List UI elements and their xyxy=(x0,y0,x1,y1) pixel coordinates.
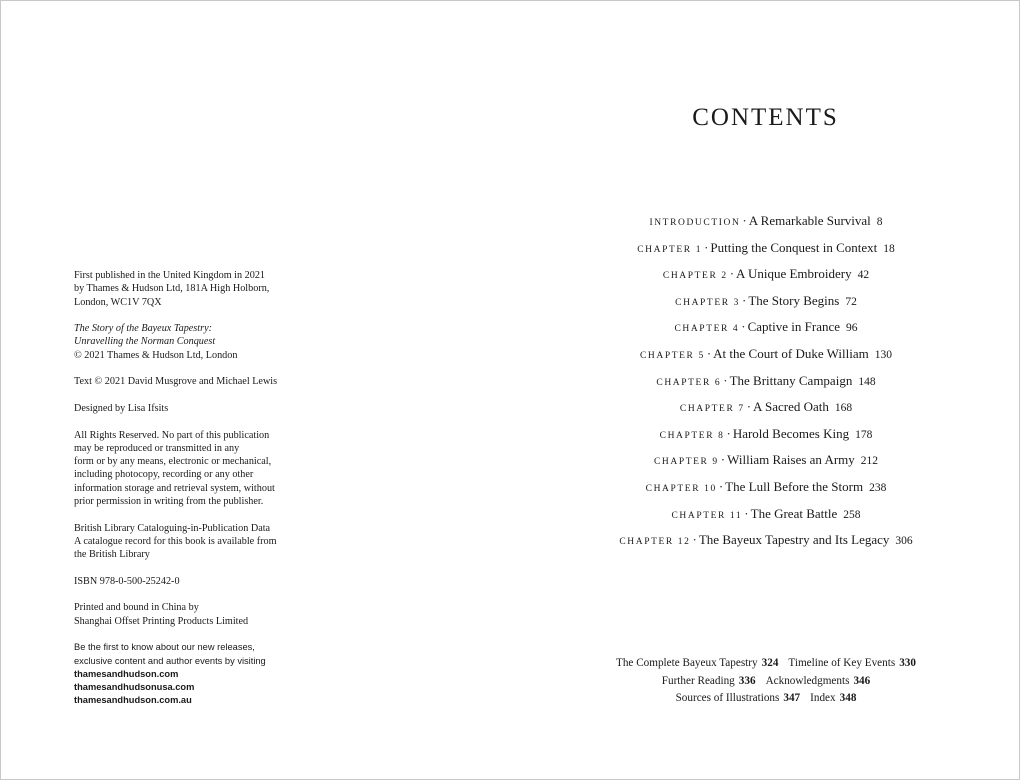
page-number: 8 xyxy=(876,216,883,228)
newsletter-promo: Be the first to know about our new releases, exclusive content and author events by visiting thamesandhudson.com thamesandhudsonusa.com thamesandhudson.com.au xyxy=(74,641,304,707)
printer-info: Printed and bound in China by Shanghai Offset Printing Products Limited xyxy=(74,602,249,627)
page-number: 130 xyxy=(874,348,892,361)
separator-dot: · xyxy=(741,292,747,308)
back-matter-row xyxy=(581,673,951,691)
page-number: 324 xyxy=(761,657,779,669)
separator-dot: · xyxy=(744,505,749,521)
separator-dot: · xyxy=(726,425,731,441)
chapter-title: The Story Begins xyxy=(748,292,840,308)
chapter-title: A Sacred Oath xyxy=(753,399,829,415)
toc-entry[interactable] xyxy=(561,344,971,371)
page-number: 42 xyxy=(857,269,870,282)
page-number: 212 xyxy=(860,455,879,468)
toc-entry[interactable] xyxy=(561,397,971,424)
chapter-title: William Raises an Army xyxy=(727,452,855,468)
back-matter-row xyxy=(581,655,951,673)
title-copyright: The Story of the Bayeux Tapestry: Unravelling the Norman Conquest © 2021 Thames & Hudson Ltd, London xyxy=(74,323,238,361)
toc-entry[interactable] xyxy=(561,317,971,344)
chapter-title: Captive in France xyxy=(747,319,841,335)
back-matter-title: Sources of Illustrations xyxy=(675,692,780,704)
chapter-label: CHAPTER 12 xyxy=(619,537,691,548)
chapter-label: CHAPTER 5 xyxy=(640,350,705,361)
chapter-title: A Unique Embroidery xyxy=(736,266,852,282)
toc-entry[interactable] xyxy=(561,450,971,477)
separator-dot: · xyxy=(720,452,726,468)
page-number: 18 xyxy=(883,242,895,255)
separator-dot: · xyxy=(741,319,746,335)
toc-entry[interactable] xyxy=(561,238,971,265)
page-number: 238 xyxy=(869,481,887,494)
chapter-label: CHAPTER 6 xyxy=(656,377,722,388)
toc-entry[interactable] xyxy=(561,477,971,504)
chapter-title: Harold Becomes King xyxy=(732,425,850,441)
back-matter-list xyxy=(581,655,951,708)
imprint-block xyxy=(74,269,304,707)
page-number: 336 xyxy=(738,674,756,687)
chapter-label: CHAPTER 11 xyxy=(671,510,743,521)
separator-dot: · xyxy=(723,372,728,388)
separator-dot: · xyxy=(692,532,697,548)
back-matter-item[interactable] xyxy=(766,675,871,687)
chapter-label: CHAPTER 8 xyxy=(659,430,725,441)
page-number: 348 xyxy=(839,692,857,704)
back-matter-item[interactable] xyxy=(616,657,778,669)
chapter-label: INTRODUCTION xyxy=(649,218,741,228)
table-of-contents xyxy=(561,211,971,557)
back-matter-title: Acknowledgments xyxy=(765,674,850,687)
toc-entry[interactable] xyxy=(561,504,971,531)
page-number: 72 xyxy=(845,295,857,308)
back-matter-title: Index xyxy=(810,692,836,704)
page-number: 347 xyxy=(783,692,801,704)
toc-entry[interactable] xyxy=(561,264,971,291)
website-link[interactable]: thamesandhudson.com.au xyxy=(74,695,192,706)
toc-entry[interactable] xyxy=(561,530,971,557)
back-matter-title: The Complete Bayeux Tapestry xyxy=(616,657,758,669)
separator-dot: · xyxy=(742,213,747,228)
rights-statement: All Rights Reserved. No part of this publication may be reproduced or transmitted in any form or by any means, electronic or mechanical, including photocopy, recording or any other information storage and retrieval system, without prior permission in writing from the publisher. xyxy=(74,429,275,508)
separator-dot: · xyxy=(746,399,752,415)
page-number: 148 xyxy=(858,375,876,388)
chapter-title: The Lull Before the Storm xyxy=(725,478,864,494)
back-matter-item[interactable] xyxy=(662,675,756,687)
website-link[interactable]: thamesandhudson.com xyxy=(74,668,179,679)
back-matter-title: Timeline of Key Events xyxy=(788,657,896,669)
back-matter-item[interactable] xyxy=(788,657,916,669)
chapter-label: CHAPTER 4 xyxy=(674,324,740,335)
contents-heading: CONTENTS xyxy=(692,104,839,131)
toc-entry[interactable] xyxy=(561,371,971,398)
page-number: 330 xyxy=(899,657,916,669)
chapter-label: CHAPTER 10 xyxy=(645,483,717,494)
page-number: 346 xyxy=(853,674,871,687)
chapter-title: Putting the Conquest in Context xyxy=(710,239,878,255)
page-number: 96 xyxy=(846,322,858,335)
back-matter-title: Further Reading xyxy=(661,674,735,687)
chapter-label: CHAPTER 2 xyxy=(662,271,728,282)
isbn: ISBN 978-0-500-25242-0 xyxy=(74,575,180,587)
page-number: 178 xyxy=(855,428,873,441)
separator-dot: · xyxy=(718,478,724,494)
publication-info: First published in the United Kingdom in 2021 by Thames & Hudson Ltd, 181A High Holborn, London, WC1V 7QX xyxy=(74,270,270,308)
chapter-label: CHAPTER 7 xyxy=(679,404,745,415)
page-number: 168 xyxy=(834,402,853,415)
back-matter-item[interactable] xyxy=(810,692,856,704)
separator-dot: · xyxy=(729,266,735,282)
chapter-label: CHAPTER 9 xyxy=(653,457,719,468)
chapter-label: CHAPTER 3 xyxy=(675,297,740,308)
cataloguing-data: British Library Cataloguing-in-Publication Data A catalogue record for this book is available from the British Library xyxy=(74,522,277,561)
separator-dot: · xyxy=(704,239,709,255)
back-matter-item[interactable] xyxy=(676,692,801,704)
chapter-label: CHAPTER 1 xyxy=(637,244,703,255)
website-link[interactable]: thamesandhudsonusa.com xyxy=(74,681,195,692)
toc-entry[interactable] xyxy=(561,211,971,238)
chapter-title: At the Court of Duke William xyxy=(713,345,869,361)
text-copyright: Text © 2021 David Musgrove and Michael Lewis xyxy=(74,376,278,388)
toc-entry[interactable] xyxy=(561,291,971,318)
chapter-title: A Remarkable Survival xyxy=(748,213,871,228)
chapter-title: The Bayeux Tapestry and Its Legacy xyxy=(698,532,890,548)
page-number: 258 xyxy=(843,508,861,521)
separator-dot: · xyxy=(706,345,712,361)
page-number: 306 xyxy=(895,535,913,548)
chapter-title: The Great Battle xyxy=(750,505,838,521)
designer-credit: Designed by Lisa Ifsits xyxy=(74,402,169,414)
chapter-title: The Brittany Campaign xyxy=(729,372,853,388)
toc-entry[interactable] xyxy=(561,424,971,451)
back-matter-row xyxy=(581,690,951,708)
